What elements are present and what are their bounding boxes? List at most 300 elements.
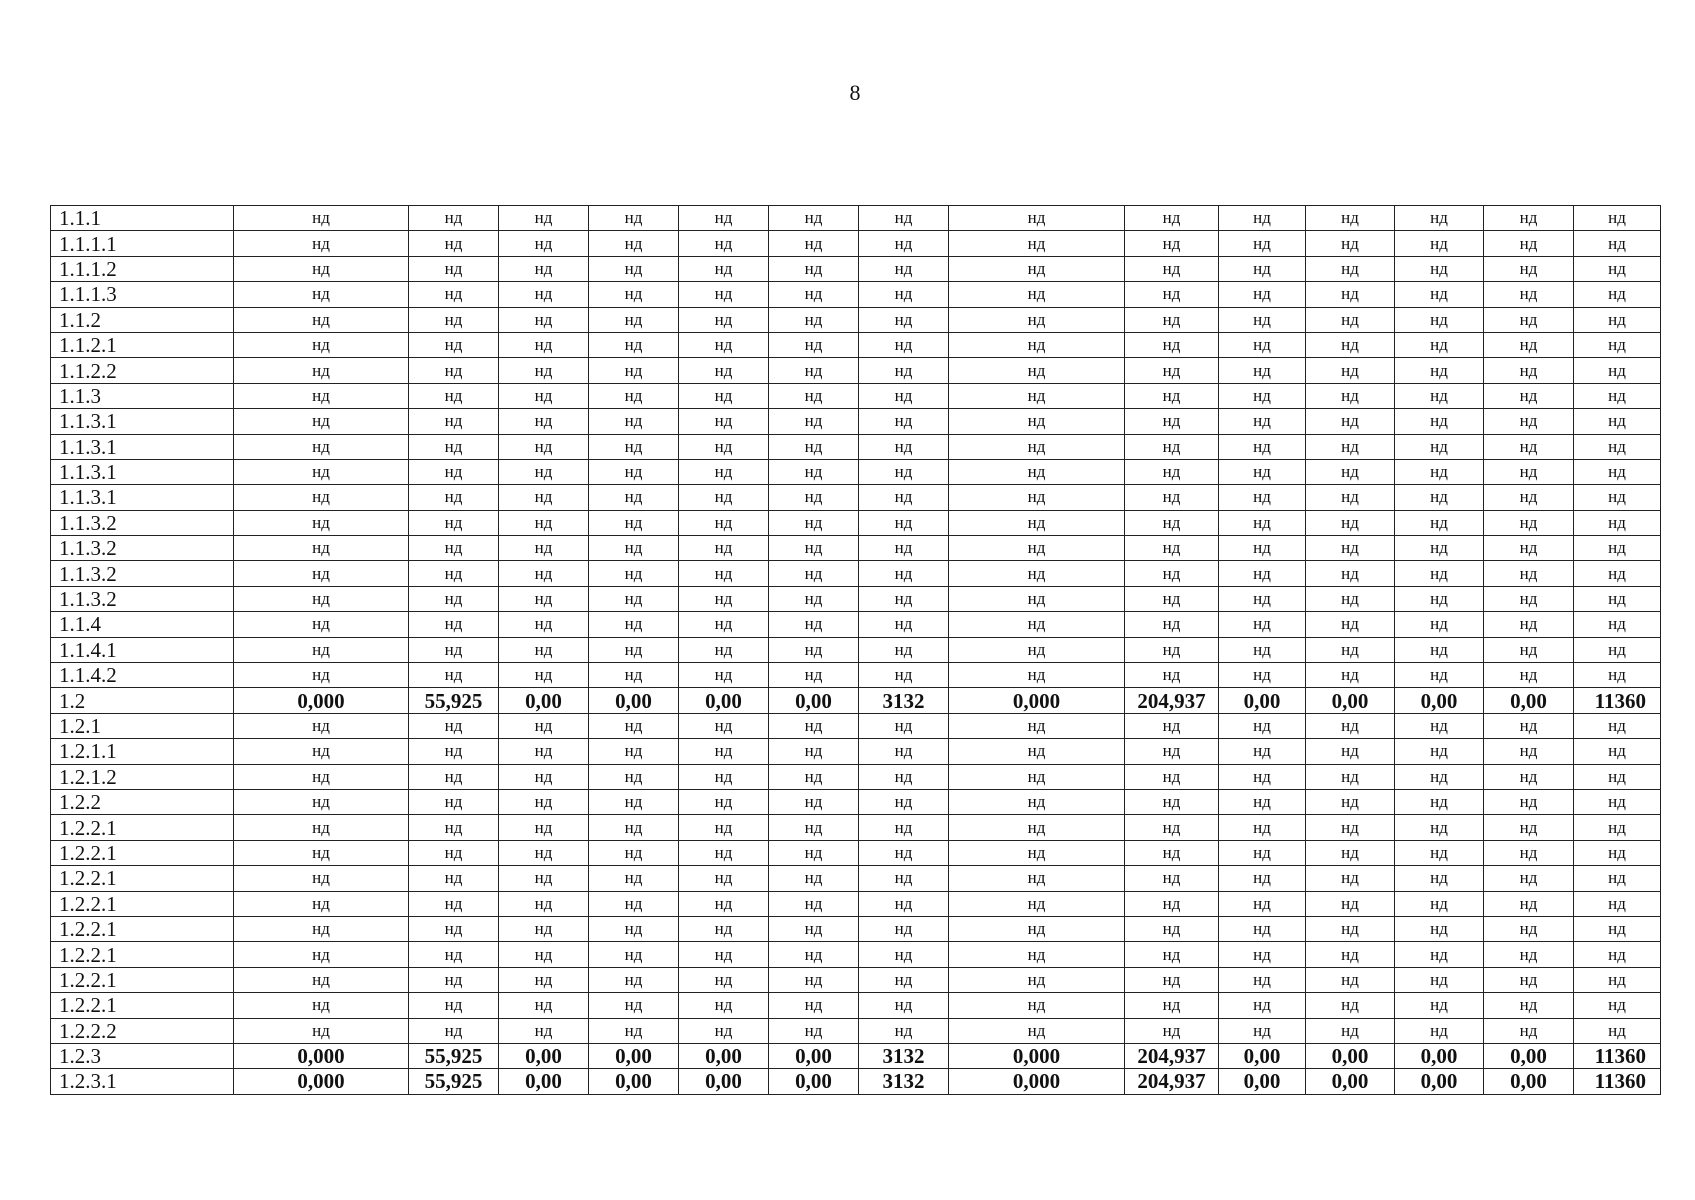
value-cell: нд bbox=[1395, 231, 1484, 256]
value-cell: нд bbox=[769, 840, 859, 865]
value-cell: нд bbox=[859, 942, 949, 967]
value-cell: нд bbox=[1574, 459, 1661, 484]
value-cell: нд bbox=[949, 942, 1125, 967]
value-cell: нд bbox=[679, 993, 769, 1018]
value-cell: нд bbox=[949, 764, 1125, 789]
value-cell: 0,000 bbox=[949, 1069, 1125, 1094]
row-code-cell: 1.1.4 bbox=[51, 612, 234, 637]
value-cell: нд bbox=[1395, 206, 1484, 231]
value-cell: нд bbox=[679, 536, 769, 561]
value-cell: нд bbox=[234, 510, 409, 535]
value-cell: нд bbox=[499, 739, 589, 764]
value-cell: нд bbox=[859, 815, 949, 840]
value-cell: нд bbox=[1574, 637, 1661, 662]
value-cell: 0,00 bbox=[1395, 1043, 1484, 1068]
value-cell: нд bbox=[679, 332, 769, 357]
table-row bbox=[51, 840, 1661, 865]
table-row bbox=[51, 561, 1661, 586]
value-cell: нд bbox=[1574, 942, 1661, 967]
value-cell: нд bbox=[1306, 510, 1395, 535]
value-cell: нд bbox=[769, 358, 859, 383]
value-cell: нд bbox=[1574, 967, 1661, 992]
value-cell: нд bbox=[1219, 713, 1306, 738]
value-cell: нд bbox=[859, 358, 949, 383]
value-cell: нд bbox=[949, 536, 1125, 561]
value-cell: нд bbox=[589, 764, 679, 789]
value-cell: нд bbox=[769, 993, 859, 1018]
value-cell: нд bbox=[589, 586, 679, 611]
value-cell: нд bbox=[1125, 307, 1219, 332]
value-cell: нд bbox=[1395, 485, 1484, 510]
value-cell: нд bbox=[409, 663, 499, 688]
value-cell: нд bbox=[409, 993, 499, 1018]
value-cell: нд bbox=[1306, 536, 1395, 561]
value-cell: нд bbox=[769, 815, 859, 840]
value-cell: нд bbox=[769, 510, 859, 535]
value-cell: нд bbox=[409, 434, 499, 459]
value-cell: нд bbox=[409, 332, 499, 357]
value-cell: нд bbox=[1574, 586, 1661, 611]
value-cell: нд bbox=[1574, 663, 1661, 688]
value-cell: нд bbox=[769, 307, 859, 332]
value-cell: нд bbox=[1484, 459, 1574, 484]
value-cell: нд bbox=[859, 1018, 949, 1043]
table-row bbox=[51, 282, 1661, 307]
value-cell: нд bbox=[769, 282, 859, 307]
value-cell: нд bbox=[589, 713, 679, 738]
value-cell: нд bbox=[234, 485, 409, 510]
value-cell: нд bbox=[499, 764, 589, 789]
value-cell: нд bbox=[1125, 332, 1219, 357]
value-cell: нд bbox=[679, 256, 769, 281]
value-cell: нд bbox=[409, 485, 499, 510]
value-cell: нд bbox=[769, 637, 859, 662]
row-code-cell: 1.1.3 bbox=[51, 383, 234, 408]
value-cell: 11360 bbox=[1574, 688, 1661, 713]
value-cell: нд bbox=[679, 663, 769, 688]
value-cell: нд bbox=[589, 282, 679, 307]
value-cell: нд bbox=[949, 967, 1125, 992]
value-cell: нд bbox=[679, 916, 769, 941]
value-cell: нд bbox=[1306, 739, 1395, 764]
value-cell: нд bbox=[1395, 815, 1484, 840]
value-cell: 0,00 bbox=[1306, 688, 1395, 713]
value-cell: нд bbox=[1219, 256, 1306, 281]
value-cell: нд bbox=[1219, 231, 1306, 256]
value-cell: нд bbox=[1219, 586, 1306, 611]
value-cell: 0,00 bbox=[1395, 688, 1484, 713]
value-cell: нд bbox=[1395, 840, 1484, 865]
value-cell: нд bbox=[1125, 840, 1219, 865]
table-row bbox=[51, 383, 1661, 408]
value-cell: нд bbox=[1125, 942, 1219, 967]
table-row bbox=[51, 434, 1661, 459]
value-cell: нд bbox=[1219, 967, 1306, 992]
value-cell: нд bbox=[949, 358, 1125, 383]
value-cell: нд bbox=[1306, 663, 1395, 688]
value-cell: нд bbox=[769, 586, 859, 611]
value-cell: нд bbox=[1484, 561, 1574, 586]
value-cell: нд bbox=[499, 510, 589, 535]
value-cell: нд bbox=[1306, 459, 1395, 484]
value-cell: нд bbox=[1219, 764, 1306, 789]
row-code-cell: 1.1.1.3 bbox=[51, 282, 234, 307]
value-cell: нд bbox=[1484, 815, 1574, 840]
value-cell: нд bbox=[949, 256, 1125, 281]
value-cell: нд bbox=[589, 409, 679, 434]
value-cell: нд bbox=[409, 815, 499, 840]
value-cell: нд bbox=[1574, 916, 1661, 941]
value-cell: нд bbox=[234, 358, 409, 383]
value-cell: нд bbox=[499, 612, 589, 637]
value-cell: нд bbox=[1219, 409, 1306, 434]
value-cell: нд bbox=[679, 942, 769, 967]
value-cell: нд bbox=[1574, 713, 1661, 738]
value-cell: нд bbox=[679, 967, 769, 992]
value-cell: нд bbox=[589, 307, 679, 332]
value-cell: нд bbox=[234, 993, 409, 1018]
table-row bbox=[51, 967, 1661, 992]
value-cell: нд bbox=[679, 434, 769, 459]
value-cell: нд bbox=[1219, 459, 1306, 484]
value-cell: нд bbox=[1395, 713, 1484, 738]
value-cell: нд bbox=[679, 637, 769, 662]
value-cell: нд bbox=[949, 739, 1125, 764]
table-row bbox=[51, 942, 1661, 967]
value-cell: нд bbox=[589, 332, 679, 357]
value-cell: нд bbox=[769, 663, 859, 688]
value-cell: нд bbox=[499, 713, 589, 738]
value-cell: нд bbox=[409, 866, 499, 891]
value-cell: нд bbox=[1306, 409, 1395, 434]
value-cell: нд bbox=[499, 256, 589, 281]
value-cell: нд bbox=[589, 231, 679, 256]
value-cell: нд bbox=[679, 409, 769, 434]
value-cell: нд bbox=[499, 332, 589, 357]
value-cell: нд bbox=[1306, 282, 1395, 307]
value-cell: нд bbox=[1395, 637, 1484, 662]
value-cell: нд bbox=[1574, 764, 1661, 789]
value-cell: 0,00 bbox=[1395, 1069, 1484, 1094]
value-cell: нд bbox=[1484, 256, 1574, 281]
value-cell: нд bbox=[769, 967, 859, 992]
value-cell: нд bbox=[589, 942, 679, 967]
row-code-cell: 1.1.3.1 bbox=[51, 409, 234, 434]
value-cell: нд bbox=[1219, 891, 1306, 916]
value-cell: нд bbox=[409, 256, 499, 281]
value-cell: нд bbox=[1574, 536, 1661, 561]
table-row bbox=[51, 739, 1661, 764]
value-cell: нд bbox=[1395, 663, 1484, 688]
value-cell: 0,00 bbox=[589, 1069, 679, 1094]
value-cell: нд bbox=[1574, 282, 1661, 307]
value-cell: нд bbox=[1484, 332, 1574, 357]
value-cell: 3132 bbox=[859, 1043, 949, 1068]
value-cell: нд bbox=[859, 789, 949, 814]
value-cell: нд bbox=[769, 561, 859, 586]
value-cell: нд bbox=[949, 789, 1125, 814]
table-row bbox=[51, 586, 1661, 611]
value-cell: 0,00 bbox=[499, 1069, 589, 1094]
value-cell: нд bbox=[1306, 866, 1395, 891]
value-cell: нд bbox=[234, 739, 409, 764]
value-cell: нд bbox=[1395, 332, 1484, 357]
value-cell: нд bbox=[1395, 409, 1484, 434]
value-cell: нд bbox=[1484, 231, 1574, 256]
value-cell: нд bbox=[1219, 206, 1306, 231]
value-cell: нд bbox=[1574, 206, 1661, 231]
value-cell: нд bbox=[769, 942, 859, 967]
value-cell: нд bbox=[1484, 866, 1574, 891]
value-cell: нд bbox=[859, 713, 949, 738]
value-cell: нд bbox=[1125, 434, 1219, 459]
value-cell: нд bbox=[1484, 840, 1574, 865]
value-cell: нд bbox=[1306, 967, 1395, 992]
value-cell: нд bbox=[1306, 764, 1395, 789]
table-row bbox=[51, 713, 1661, 738]
value-cell: нд bbox=[1395, 282, 1484, 307]
value-cell: нд bbox=[589, 993, 679, 1018]
row-code-cell: 1.2.2.1 bbox=[51, 993, 234, 1018]
value-cell: нд bbox=[769, 891, 859, 916]
value-cell: нд bbox=[1125, 815, 1219, 840]
value-cell: нд bbox=[589, 510, 679, 535]
value-cell: нд bbox=[949, 510, 1125, 535]
value-cell: нд bbox=[1219, 434, 1306, 459]
value-cell: нд bbox=[589, 663, 679, 688]
value-cell: нд bbox=[949, 485, 1125, 510]
value-cell: нд bbox=[409, 789, 499, 814]
value-cell: нд bbox=[949, 307, 1125, 332]
table-row bbox=[51, 891, 1661, 916]
value-cell: нд bbox=[234, 967, 409, 992]
value-cell: нд bbox=[1125, 612, 1219, 637]
row-code-cell: 1.1.1.1 bbox=[51, 231, 234, 256]
page-number: 8 bbox=[849, 80, 861, 105]
value-cell: нд bbox=[409, 967, 499, 992]
value-cell: нд bbox=[499, 942, 589, 967]
value-cell: нд bbox=[1484, 282, 1574, 307]
value-cell: нд bbox=[949, 383, 1125, 408]
row-code-cell: 1.2.2.1 bbox=[51, 815, 234, 840]
value-cell: нд bbox=[1125, 967, 1219, 992]
value-cell: нд bbox=[949, 713, 1125, 738]
value-cell: нд bbox=[1484, 612, 1574, 637]
value-cell: нд bbox=[1219, 510, 1306, 535]
value-cell: нд bbox=[1125, 536, 1219, 561]
value-cell: нд bbox=[1395, 789, 1484, 814]
value-cell: 55,925 bbox=[409, 1043, 499, 1068]
value-cell: нд bbox=[1125, 713, 1219, 738]
value-cell: нд bbox=[1306, 1018, 1395, 1043]
value-cell: нд bbox=[409, 586, 499, 611]
value-cell: нд bbox=[234, 612, 409, 637]
value-cell: нд bbox=[1484, 586, 1574, 611]
value-cell: нд bbox=[499, 916, 589, 941]
value-cell: нд bbox=[234, 789, 409, 814]
value-cell: нд bbox=[769, 916, 859, 941]
value-cell: 0,000 bbox=[234, 1069, 409, 1094]
value-cell: нд bbox=[1125, 637, 1219, 662]
row-code-cell: 1.2.3 bbox=[51, 1043, 234, 1068]
value-cell: нд bbox=[859, 967, 949, 992]
value-cell: нд bbox=[679, 510, 769, 535]
value-cell: нд bbox=[679, 891, 769, 916]
value-cell: нд bbox=[769, 485, 859, 510]
value-cell: нд bbox=[409, 916, 499, 941]
value-cell: нд bbox=[499, 561, 589, 586]
value-cell: нд bbox=[589, 840, 679, 865]
value-cell: нд bbox=[1219, 485, 1306, 510]
value-cell: нд bbox=[679, 713, 769, 738]
value-cell: нд bbox=[1395, 586, 1484, 611]
value-cell: нд bbox=[859, 612, 949, 637]
value-cell: нд bbox=[1395, 536, 1484, 561]
value-cell: нд bbox=[589, 612, 679, 637]
value-cell: нд bbox=[1306, 713, 1395, 738]
value-cell: нд bbox=[1219, 789, 1306, 814]
value-cell: нд bbox=[769, 764, 859, 789]
value-cell: нд bbox=[234, 586, 409, 611]
value-cell: нд bbox=[234, 663, 409, 688]
value-cell: нд bbox=[1306, 993, 1395, 1018]
value-cell: нд bbox=[1125, 866, 1219, 891]
value-cell: нд bbox=[409, 891, 499, 916]
value-cell: нд bbox=[1219, 942, 1306, 967]
value-cell: нд bbox=[1395, 612, 1484, 637]
value-cell: нд bbox=[1219, 993, 1306, 1018]
value-cell: нд bbox=[679, 764, 769, 789]
value-cell: нд bbox=[1219, 612, 1306, 637]
table-row bbox=[51, 1043, 1661, 1068]
value-cell: нд bbox=[234, 637, 409, 662]
value-cell: нд bbox=[1125, 1018, 1219, 1043]
value-cell: 55,925 bbox=[409, 688, 499, 713]
value-cell: нд bbox=[859, 510, 949, 535]
value-cell: 0,000 bbox=[949, 688, 1125, 713]
value-cell: нд bbox=[589, 637, 679, 662]
value-cell: нд bbox=[949, 612, 1125, 637]
value-cell: нд bbox=[409, 459, 499, 484]
row-code-cell: 1.1.2.1 bbox=[51, 332, 234, 357]
value-cell: нд bbox=[1484, 739, 1574, 764]
value-cell: нд bbox=[679, 206, 769, 231]
value-cell: нд bbox=[409, 764, 499, 789]
value-cell: нд bbox=[234, 536, 409, 561]
value-cell: нд bbox=[499, 840, 589, 865]
value-cell: нд bbox=[499, 789, 589, 814]
value-cell: нд bbox=[769, 409, 859, 434]
value-cell: нд bbox=[499, 485, 589, 510]
value-cell: нд bbox=[499, 409, 589, 434]
value-cell: нд bbox=[234, 206, 409, 231]
value-cell: нд bbox=[1574, 510, 1661, 535]
row-code-cell: 1.1.3.1 bbox=[51, 485, 234, 510]
value-cell: нд bbox=[859, 561, 949, 586]
value-cell: нд bbox=[1484, 434, 1574, 459]
value-cell: нд bbox=[1219, 1018, 1306, 1043]
value-cell: нд bbox=[1574, 739, 1661, 764]
value-cell: нд bbox=[409, 561, 499, 586]
table-row bbox=[51, 663, 1661, 688]
value-cell: нд bbox=[949, 663, 1125, 688]
value-cell: нд bbox=[1306, 586, 1395, 611]
row-code-cell: 1.1.2.2 bbox=[51, 358, 234, 383]
value-cell: нд bbox=[1484, 993, 1574, 1018]
value-cell: нд bbox=[1395, 1018, 1484, 1043]
table-row bbox=[51, 916, 1661, 941]
value-cell: нд bbox=[409, 637, 499, 662]
value-cell: нд bbox=[1484, 663, 1574, 688]
value-cell: нд bbox=[1125, 231, 1219, 256]
value-cell: нд bbox=[949, 231, 1125, 256]
value-cell: нд bbox=[859, 332, 949, 357]
value-cell: нд bbox=[1574, 409, 1661, 434]
value-cell: нд bbox=[1484, 637, 1574, 662]
value-cell: нд bbox=[1484, 383, 1574, 408]
value-cell: нд bbox=[409, 358, 499, 383]
value-cell: 0,00 bbox=[679, 1069, 769, 1094]
value-cell: нд bbox=[679, 789, 769, 814]
value-cell: нд bbox=[1125, 561, 1219, 586]
row-code-cell: 1.2.2.2 bbox=[51, 1018, 234, 1043]
value-cell: 0,00 bbox=[589, 688, 679, 713]
value-cell: нд bbox=[1574, 1018, 1661, 1043]
value-cell: нд bbox=[1306, 840, 1395, 865]
value-cell: нд bbox=[1219, 282, 1306, 307]
table-row bbox=[51, 358, 1661, 383]
value-cell: нд bbox=[859, 586, 949, 611]
table-row bbox=[51, 409, 1661, 434]
value-cell: нд bbox=[234, 1018, 409, 1043]
value-cell: нд bbox=[1219, 637, 1306, 662]
value-cell: 3132 bbox=[859, 1069, 949, 1094]
value-cell: 0,00 bbox=[679, 688, 769, 713]
value-cell: нд bbox=[1574, 815, 1661, 840]
value-cell: нд bbox=[1125, 383, 1219, 408]
value-cell: нд bbox=[1219, 739, 1306, 764]
value-cell: нд bbox=[1484, 358, 1574, 383]
value-cell: нд bbox=[1574, 231, 1661, 256]
value-cell: нд bbox=[769, 206, 859, 231]
value-cell: нд bbox=[1306, 383, 1395, 408]
value-cell: нд bbox=[859, 764, 949, 789]
row-code-cell: 1.2.2.1 bbox=[51, 840, 234, 865]
value-cell: нд bbox=[859, 256, 949, 281]
value-cell: 3132 bbox=[859, 688, 949, 713]
value-cell: нд bbox=[1574, 993, 1661, 1018]
value-cell: нд bbox=[1395, 358, 1484, 383]
value-cell: нд bbox=[1484, 942, 1574, 967]
value-cell: нд bbox=[1395, 434, 1484, 459]
value-cell: нд bbox=[499, 663, 589, 688]
value-cell: нд bbox=[769, 789, 859, 814]
value-cell: нд bbox=[234, 256, 409, 281]
value-cell: нд bbox=[1395, 967, 1484, 992]
table-row bbox=[51, 510, 1661, 535]
value-cell: нд bbox=[589, 206, 679, 231]
value-cell: нд bbox=[859, 840, 949, 865]
value-cell: нд bbox=[949, 332, 1125, 357]
value-cell: нд bbox=[949, 637, 1125, 662]
value-cell: нд bbox=[1395, 561, 1484, 586]
value-cell: нд bbox=[499, 383, 589, 408]
value-cell: нд bbox=[1574, 332, 1661, 357]
value-cell: нд bbox=[769, 383, 859, 408]
value-cell: нд bbox=[589, 434, 679, 459]
value-cell: нд bbox=[949, 840, 1125, 865]
value-cell: нд bbox=[234, 942, 409, 967]
